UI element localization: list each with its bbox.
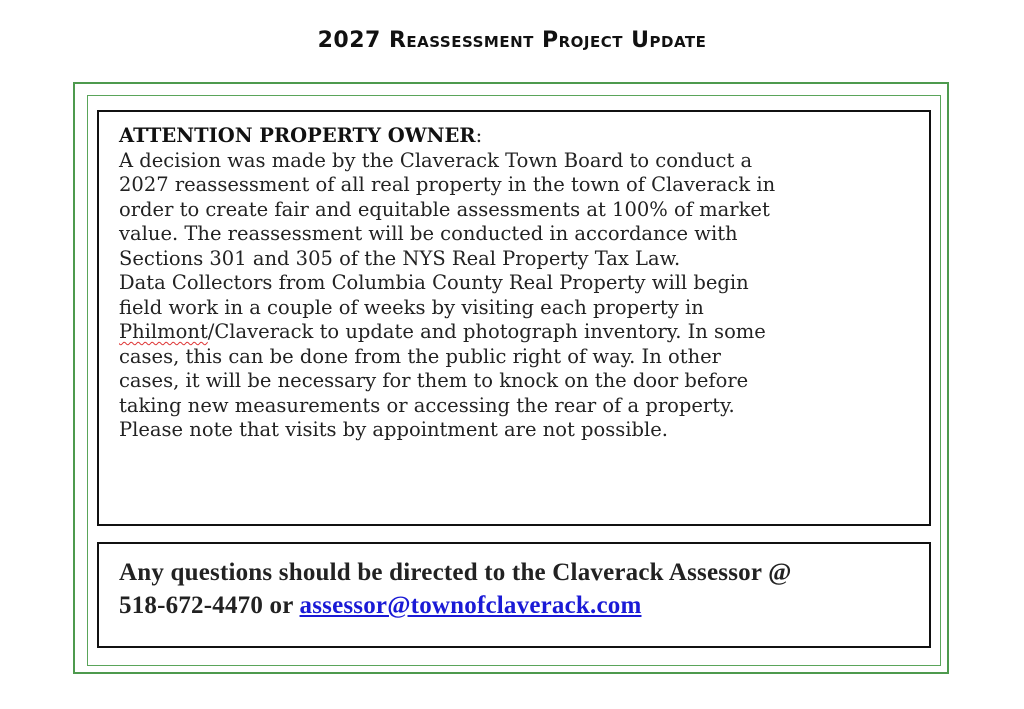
notice-line: cases, it will be necessary for them to knock on the door before bbox=[119, 369, 749, 392]
spellcheck-flagged-word[interactable]: Philmont bbox=[119, 320, 208, 343]
notice-line: field work in a couple of weeks by visiting each property in bbox=[119, 295, 704, 319]
assessor-phone: 518-672-4470 bbox=[119, 592, 264, 619]
notice-heading: ATTENTION PROPERTY OWNER bbox=[119, 124, 476, 147]
notice-line: 2027 reassessment of all real property in the town of Claverack in bbox=[119, 173, 776, 196]
notice-body bbox=[119, 124, 909, 443]
notice-line: taking new measurements or accessing the rear of a property. bbox=[119, 393, 735, 417]
notice-line: order to create fair and equitable assessments at 100% of market bbox=[119, 197, 770, 221]
notice-line bbox=[119, 320, 909, 345]
contact-line-2 bbox=[119, 589, 909, 622]
assessor-email-link[interactable]: assessor@townofclaverack.com bbox=[299, 592, 642, 619]
notice-box bbox=[97, 110, 931, 526]
notice-line: Please note that visits by appointment are not possible. bbox=[119, 418, 668, 441]
contact-body bbox=[119, 556, 909, 622]
notice-heading-line bbox=[119, 124, 909, 149]
notice-heading-colon: : bbox=[475, 124, 483, 147]
contact-line: Any questions should be directed to the Claverack Assessor @ bbox=[119, 559, 792, 586]
notice-line-rest: /Claverack to update and photograph inventory. In some bbox=[207, 320, 766, 343]
notice-line: cases, this can be done from the public right of way. In other bbox=[119, 344, 721, 368]
notice-line: value. The reassessment will be conducted in accordance with bbox=[119, 222, 738, 245]
notice-line: Sections 301 and 305 of the NYS Real Property Tax Law. bbox=[119, 246, 681, 270]
contact-connector: or bbox=[263, 592, 300, 619]
notice-line: Data Collectors from Columbia County Real Property will begin bbox=[119, 271, 749, 294]
notice-line: A decision was made by the Claverack Town Board to conduct a bbox=[119, 148, 753, 172]
contact-box bbox=[97, 542, 931, 648]
page-title: 2027 Reassessment Project Update bbox=[317, 28, 707, 53]
